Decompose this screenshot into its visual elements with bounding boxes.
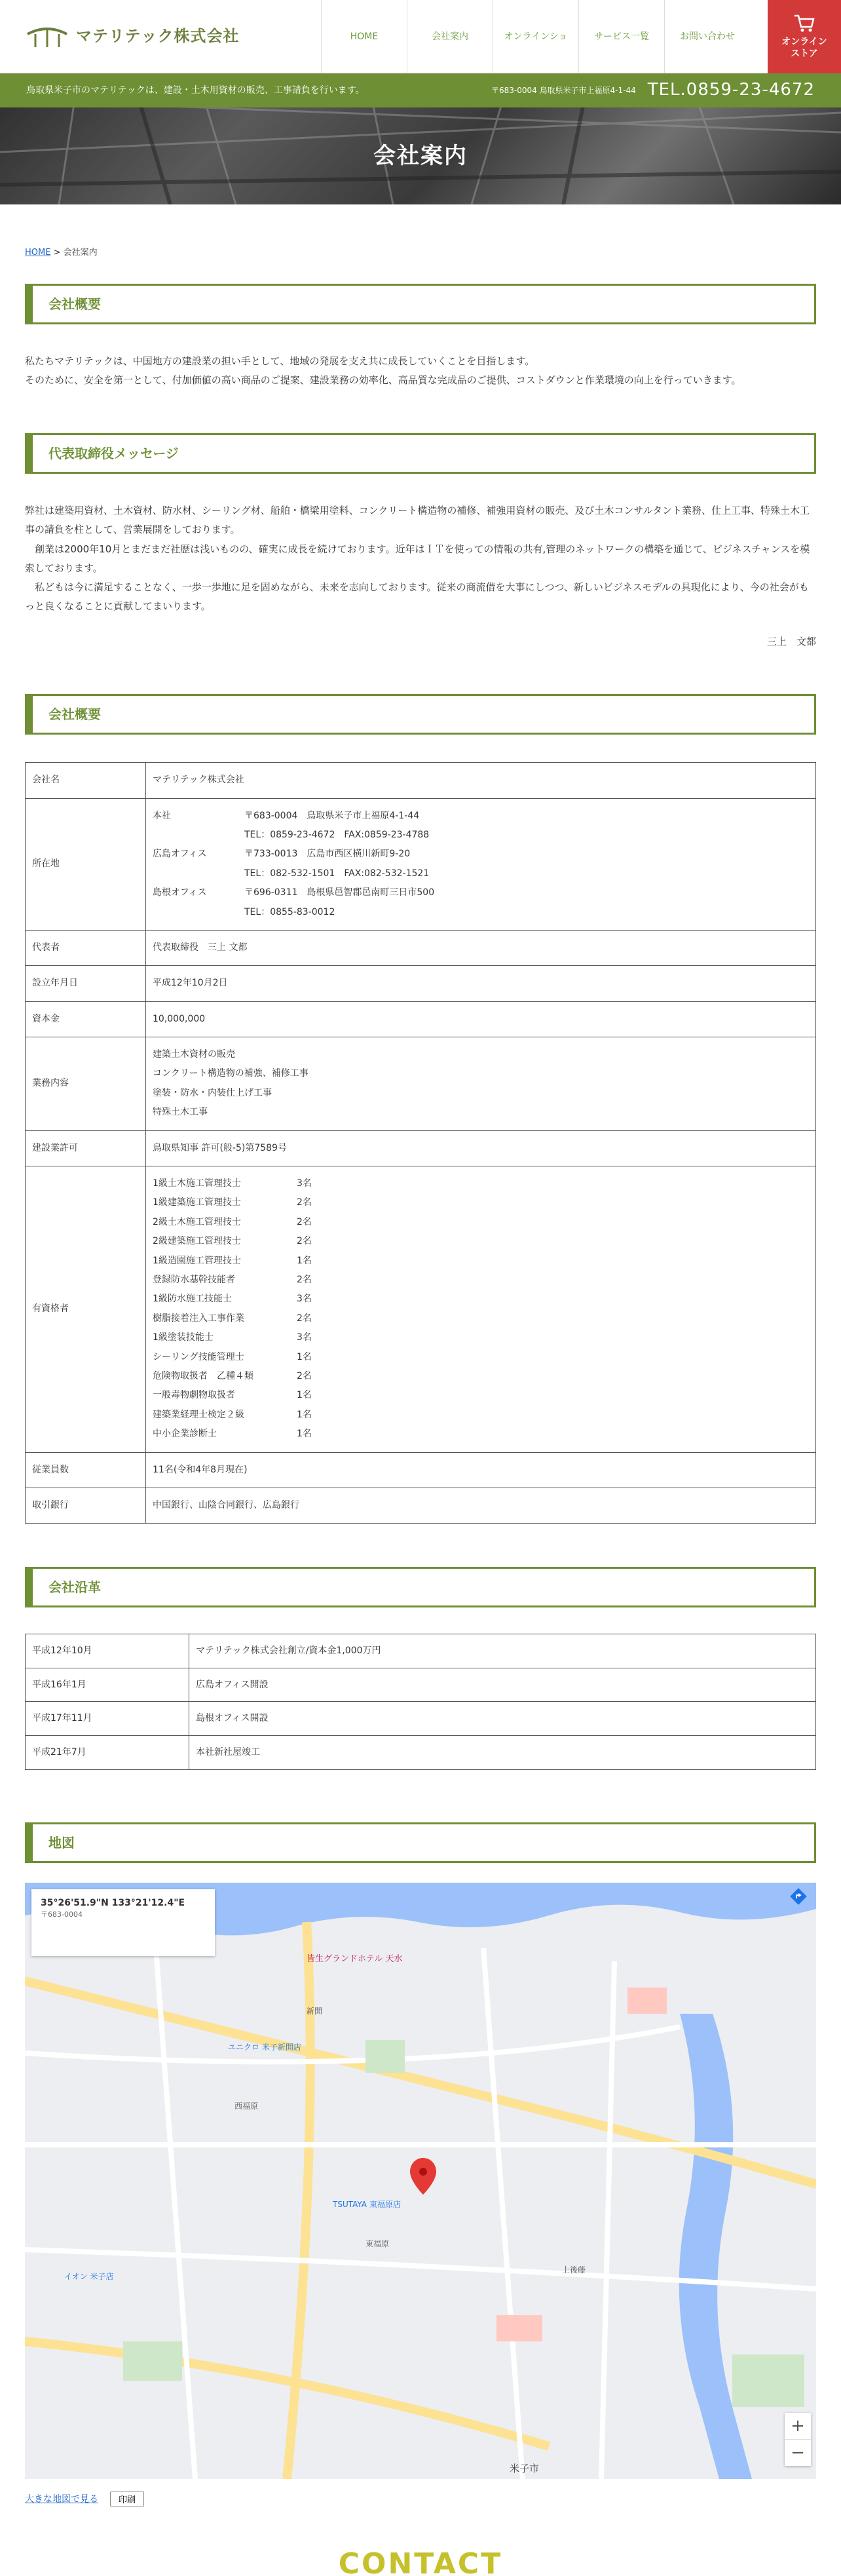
map-label: イオン 米子店: [64, 2271, 114, 2281]
row-label: 会社名: [26, 763, 146, 798]
map-label: 東福原: [365, 2239, 390, 2248]
qualification-name: 2級建築施工管理技士: [153, 1236, 241, 1247]
map-canvas: [25, 1883, 816, 2479]
strip-address: 〒683-0004 鳥取県米子市上福原4-1-44: [491, 85, 636, 95]
row-label: 取引銀行: [26, 1488, 146, 1523]
qualification-count: 3名: [297, 1178, 312, 1189]
message-paragraph: 弊社は建築用資材、土木資材、防水材、シーリング材、船舶・橋梁用塗料、コンクリート構造物の補修、補強用資材の販売、及び土木コンサルタント業務、仕上工事、特殊土木工事の請負を柱として、営業展開をしております。: [25, 505, 810, 536]
table-row: [26, 1130, 816, 1166]
store-label-2: ストア: [791, 48, 818, 59]
history-event: 島根オフィス開設: [189, 1702, 816, 1736]
row-label: 建設業許可: [26, 1130, 146, 1166]
row-label: 従業員数: [26, 1452, 146, 1488]
zoom-control: [785, 2413, 811, 2466]
logo[interactable]: [0, 0, 321, 73]
row-value: マテリテック株式会社: [146, 763, 816, 798]
qualification-name: 1級塗装技能士: [153, 1332, 214, 1343]
message-paragraph: 私どもは今に満足することなく、一歩一歩地に足を固めながら、未来を志向しております。従来の商流借を大事にしつつ、新しいビジネスモデルの具現化により、今の社会がもっと良くなることに貢献してまいります。: [25, 581, 809, 613]
map-label: ユニクロ 米子新開店: [228, 2042, 301, 2052]
table-row: [26, 1037, 816, 1131]
business-line: 塗装・防水・内装仕上げ工事: [153, 1087, 272, 1098]
history-table: [25, 1634, 816, 1769]
qualification-count: 3名: [297, 1332, 312, 1343]
row-label: 有資格者: [26, 1166, 146, 1452]
table-row: [26, 930, 816, 965]
history-date: 平成21年7月: [26, 1736, 189, 1770]
qualification-count: 2名: [297, 1236, 312, 1247]
office-detail: [244, 883, 809, 922]
row-value: 11名(令和4年8月現在): [146, 1452, 816, 1488]
strip-tel[interactable]: TEL.0859-23-4672: [647, 80, 815, 100]
overview-text: [25, 352, 816, 391]
strip-contact: [491, 74, 815, 106]
row-label: 資本金: [26, 1001, 146, 1037]
office-line: TEL：0859-23-4672 FAX:0859-23-4788: [244, 829, 430, 840]
main-nav: [321, 0, 750, 73]
row-value: [146, 1037, 816, 1131]
row-label: 設立年月日: [26, 966, 146, 1001]
office-line: TEL：082-532-1501 FAX:082-532-1521: [244, 868, 430, 879]
table-row: [26, 1488, 816, 1523]
qualification-count: 1名: [297, 1409, 312, 1420]
map-label: 新開: [307, 2006, 323, 2016]
breadcrumb-separator: >: [50, 248, 64, 258]
qualification-name: 危険物取扱者 乙種４類: [153, 1370, 253, 1381]
nav-contact[interactable]: お問い合わせ: [664, 0, 750, 73]
message-text: [25, 501, 816, 617]
map-label: 上後藤: [562, 2265, 586, 2275]
qualification-name: 1級土木施工管理技士: [153, 1178, 241, 1189]
qualification-name: 1級建築施工管理技士: [153, 1197, 241, 1208]
contact-heading: CONTACT: [338, 2547, 503, 2576]
history-event: 本社新社屋竣工: [189, 1736, 816, 1770]
tagline: 鳥取県米子市のマテリテックは、建設・土木用資材の販売、工事請負を行います。: [26, 85, 365, 96]
row-value: [146, 798, 816, 930]
qualification-name: シーリング技能管理士: [153, 1351, 244, 1362]
row-label: 代表者: [26, 930, 146, 965]
table-row: [26, 1702, 816, 1736]
logo-text: マテリテック株式会社: [76, 26, 240, 45]
table-row: [26, 966, 816, 1001]
qualification-count: 1名: [297, 1390, 312, 1401]
qualification-count: 1名: [297, 1429, 312, 1440]
history-date: 平成12年10月: [26, 1634, 189, 1668]
table-row: [26, 1001, 816, 1037]
office-line: 〒683-0004 鳥取県米子市上福原4-1-44: [244, 810, 420, 821]
overview-line: そのために、安全を第一として、付加価値の高い商品のご提案、建設業務の効率化、高品質な完成品のご提供、コストダウンと作業環境の向上を行っていきます。: [25, 374, 741, 386]
main-content: [0, 245, 841, 2576]
profile-heading: 会社概要: [25, 694, 816, 735]
table-row: [26, 798, 816, 930]
nav-services[interactable]: サービス一覧: [578, 0, 664, 73]
qualification-count: 1名: [297, 1351, 312, 1362]
office-name: 島根オフィス: [153, 887, 207, 898]
table-row: [26, 1668, 816, 1702]
qualification-name: 建築業経理士検定２級: [153, 1409, 244, 1420]
row-label: 業務内容: [26, 1037, 146, 1131]
company-profile-table: [25, 762, 816, 1524]
qualification-name: 1級防水施工技能士: [153, 1294, 232, 1305]
qualification-name: 2級土木施工管理技士: [153, 1216, 241, 1227]
overview-heading: 会社概要: [25, 284, 816, 324]
row-value: 10,000,000: [146, 1001, 816, 1037]
qualification-name: 樹脂接着注入工事作業: [153, 1313, 244, 1324]
table-row: [26, 763, 816, 798]
map-card-address: 〒683-0004: [41, 1910, 83, 1919]
qualification-name: 中小企業診断士: [153, 1429, 217, 1440]
map-heading: 地図: [25, 1822, 816, 1863]
history-date: 平成17年11月: [26, 1702, 189, 1736]
map-footer: [25, 2491, 816, 2509]
qualification-count: 1名: [297, 1255, 312, 1266]
breadcrumb-home[interactable]: HOME: [25, 248, 51, 258]
nav-home[interactable]: HOME: [321, 0, 407, 73]
signature: 三上 文都: [766, 635, 816, 647]
map-label: 皆生グランドホテル 天水: [307, 1953, 403, 1964]
row-value: 平成12年10月2日: [146, 966, 816, 1001]
office-line: TEL：0855-83-0012: [244, 906, 335, 917]
qualification-count: 2名: [297, 1313, 312, 1324]
breadcrumb: [25, 245, 816, 261]
qualification-name: 1級造園施工管理技士: [153, 1255, 241, 1266]
qualification-name: 登録防水基幹技能者: [153, 1275, 235, 1285]
qualification-count: 2名: [297, 1216, 312, 1227]
office-detail: [244, 807, 809, 845]
map-info-card: [31, 1889, 215, 1956]
location-list: [153, 807, 809, 922]
row-value: 中国銀行、山陰合同銀行、広島銀行: [146, 1488, 816, 1523]
business-line: コンクリート構造物の補強、補修工事: [153, 1068, 308, 1079]
google-map[interactable]: [25, 1883, 816, 2479]
zoom-out-button[interactable]: −: [785, 2439, 811, 2466]
qualification-list: [153, 1174, 809, 1444]
qualification-count: 2名: [297, 1197, 312, 1208]
row-value: 鳥取県知事 許可(般-5)第7589号: [146, 1130, 816, 1166]
row-value: 代表取締役 三上 文都: [146, 930, 816, 965]
business-line: 特殊土木工事: [153, 1107, 208, 1118]
logo-icon: [26, 25, 68, 48]
page-title: 会社案内: [373, 142, 468, 169]
overview-line: 私たちマテリテックは、中国地方の建設業の担い手として、地域の発展を支え共に成長していくことを目指します。: [25, 355, 535, 367]
row-label: 所在地: [26, 798, 146, 930]
map-coordinates: 35°26'51.9"N 133°21'12.4"E: [41, 1897, 185, 1908]
table-row: [26, 1634, 816, 1668]
office-line: 〒733-0013 広島市西区横川新町9-20: [244, 849, 411, 860]
print-button[interactable]: 印刷: [110, 2491, 144, 2507]
map-label: TSUTAYA 東福原店: [333, 2199, 401, 2209]
qualification-name: 一般毒物劇物取扱者: [153, 1390, 235, 1401]
office-detail: [244, 845, 809, 883]
office-line: 〒696-0311 島根県邑智郡邑南町三日市500: [244, 887, 435, 898]
directions-icon[interactable]: [790, 1888, 807, 1910]
zoom-in-button[interactable]: +: [791, 2415, 805, 2436]
history-date: 平成16年1月: [26, 1668, 189, 1702]
store-label-1: オンライン: [781, 36, 827, 47]
history-event: マテリテック株式会社創立/資本金1,000万円: [189, 1634, 816, 1668]
table-row: [26, 1166, 816, 1452]
history-event: 広島オフィス開設: [189, 1668, 816, 1702]
online-store-button[interactable]: [768, 0, 841, 73]
history-heading: 会社沿革: [25, 1567, 816, 1607]
info-strip: [0, 73, 841, 107]
cart-icon: [793, 14, 815, 33]
nav-company[interactable]: 会社案内: [407, 0, 493, 73]
table-row: [26, 1736, 816, 1770]
row-value: [146, 1166, 816, 1452]
message-heading: 代表取締役メッセージ: [25, 433, 816, 474]
office-name: 本社: [153, 810, 171, 821]
map-label: 米子市: [510, 2462, 540, 2474]
business-line: 建築土木資材の販売: [153, 1049, 235, 1060]
table-row: [26, 1452, 816, 1488]
qualification-count: 2名: [297, 1275, 312, 1285]
map-label: 西福原: [234, 2101, 259, 2111]
message-paragraph: 創業は2000年10月とまだまだ社歴は浅いものの、確実に成長を続けております。近年はＩＴを使っての情報の共有,管理のネットワークの構築を通じて、ビジネスチャンスを模索しております。: [25, 543, 810, 574]
qualification-count: 3名: [297, 1294, 312, 1305]
nav-online-shop[interactable]: オンラインショ: [493, 0, 578, 73]
view-larger-map-link[interactable]: 大きな地図で見る: [25, 2493, 98, 2505]
site-header: [0, 0, 841, 73]
breadcrumb-current: 会社案内: [63, 248, 98, 258]
office-name: 広島オフィス: [153, 849, 207, 860]
qualification-count: 2名: [297, 1370, 312, 1381]
